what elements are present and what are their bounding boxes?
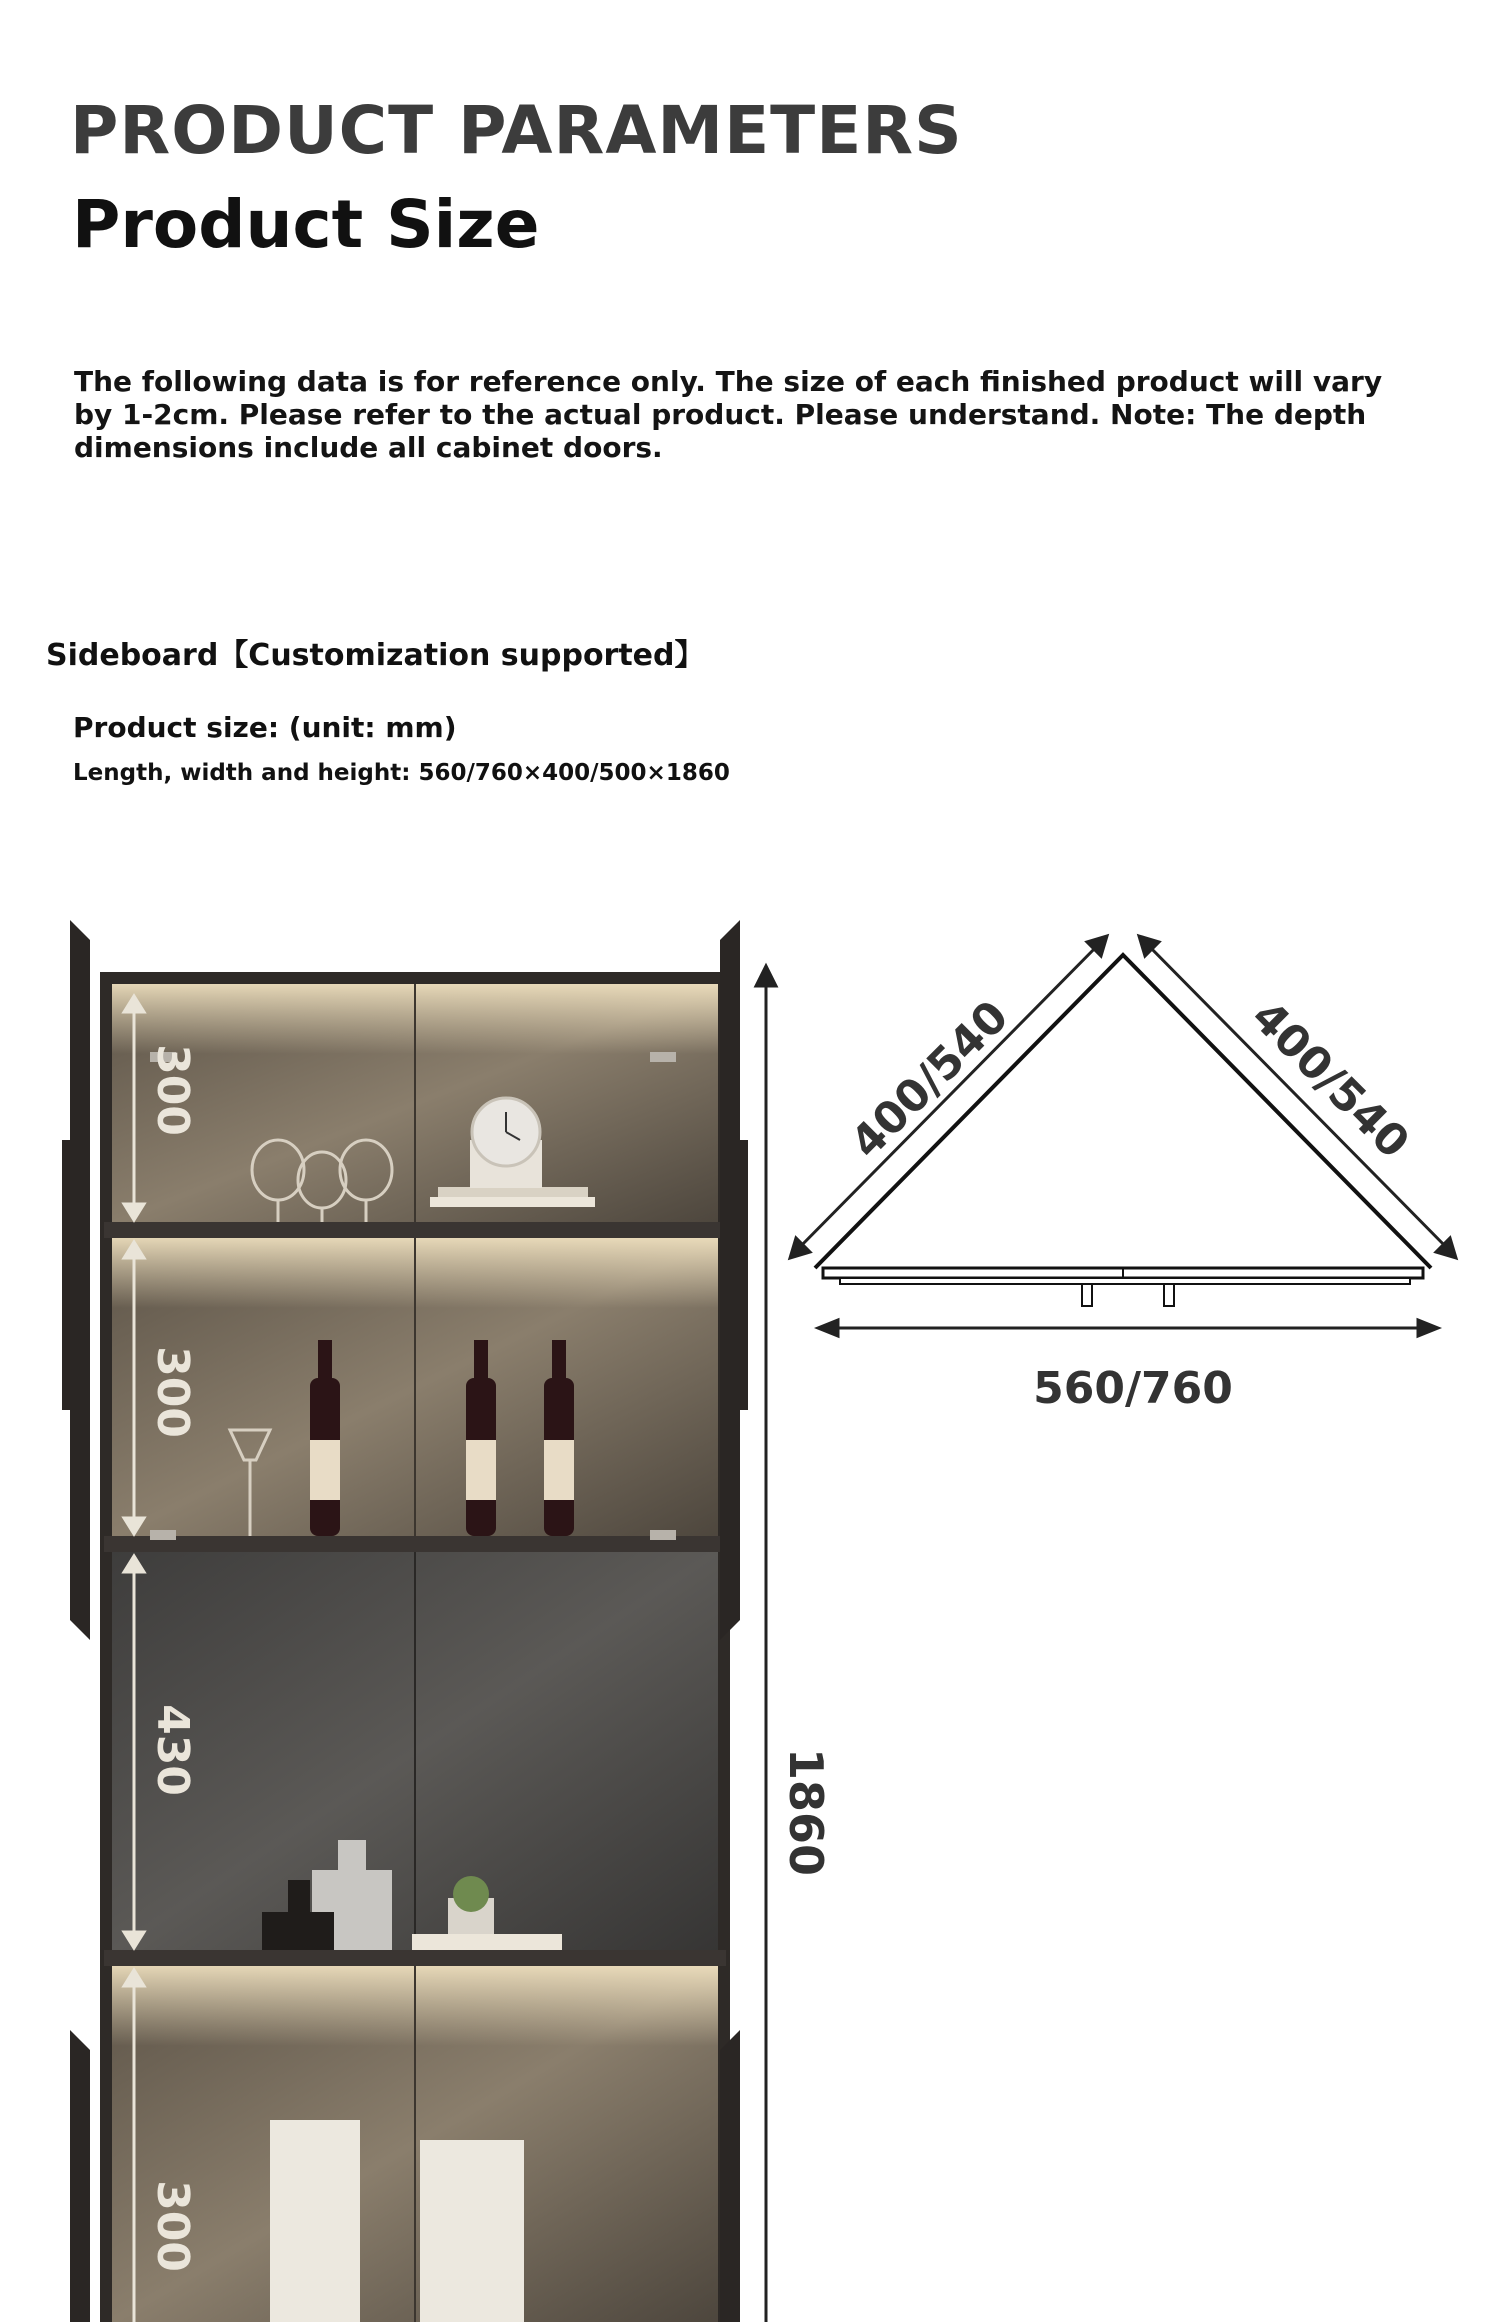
dimension-label-compartment-1: 300 xyxy=(147,1044,198,1136)
size-label: Product size: (unit: mm) xyxy=(73,711,457,744)
dimension-label-right-side: 400/540 xyxy=(1241,991,1419,1169)
reference-note: The following data is for reference only. The size of each finished product will vary by 1-2cm. Please refer to the actual product. Please understand. Note: The depth dimensions include all cabinet doors. xyxy=(74,365,1383,464)
dimension-label-total-height: 1860 xyxy=(779,1747,833,1877)
dimension-label-compartment-2: 300 xyxy=(147,1346,198,1438)
dimension-label-compartment-3: 430 xyxy=(147,1704,198,1796)
plan-view-diagram xyxy=(780,920,1480,1440)
dimension-label-width: 560/760 xyxy=(1033,1363,1233,1414)
size-dimensions: Length, width and height: 560/760×400/500×1860 xyxy=(73,760,730,786)
dimension-label-compartment-4: 300 xyxy=(147,2180,198,2272)
heading-product-parameters: PRODUCT PARAMETERS xyxy=(70,92,963,169)
section-title: Sideboard【Customization supported】 xyxy=(46,638,705,673)
dimension-label-left-side: 400/540 xyxy=(841,991,1019,1169)
cabinet-illustration xyxy=(0,900,860,2322)
page-title: Product Size xyxy=(72,186,540,263)
